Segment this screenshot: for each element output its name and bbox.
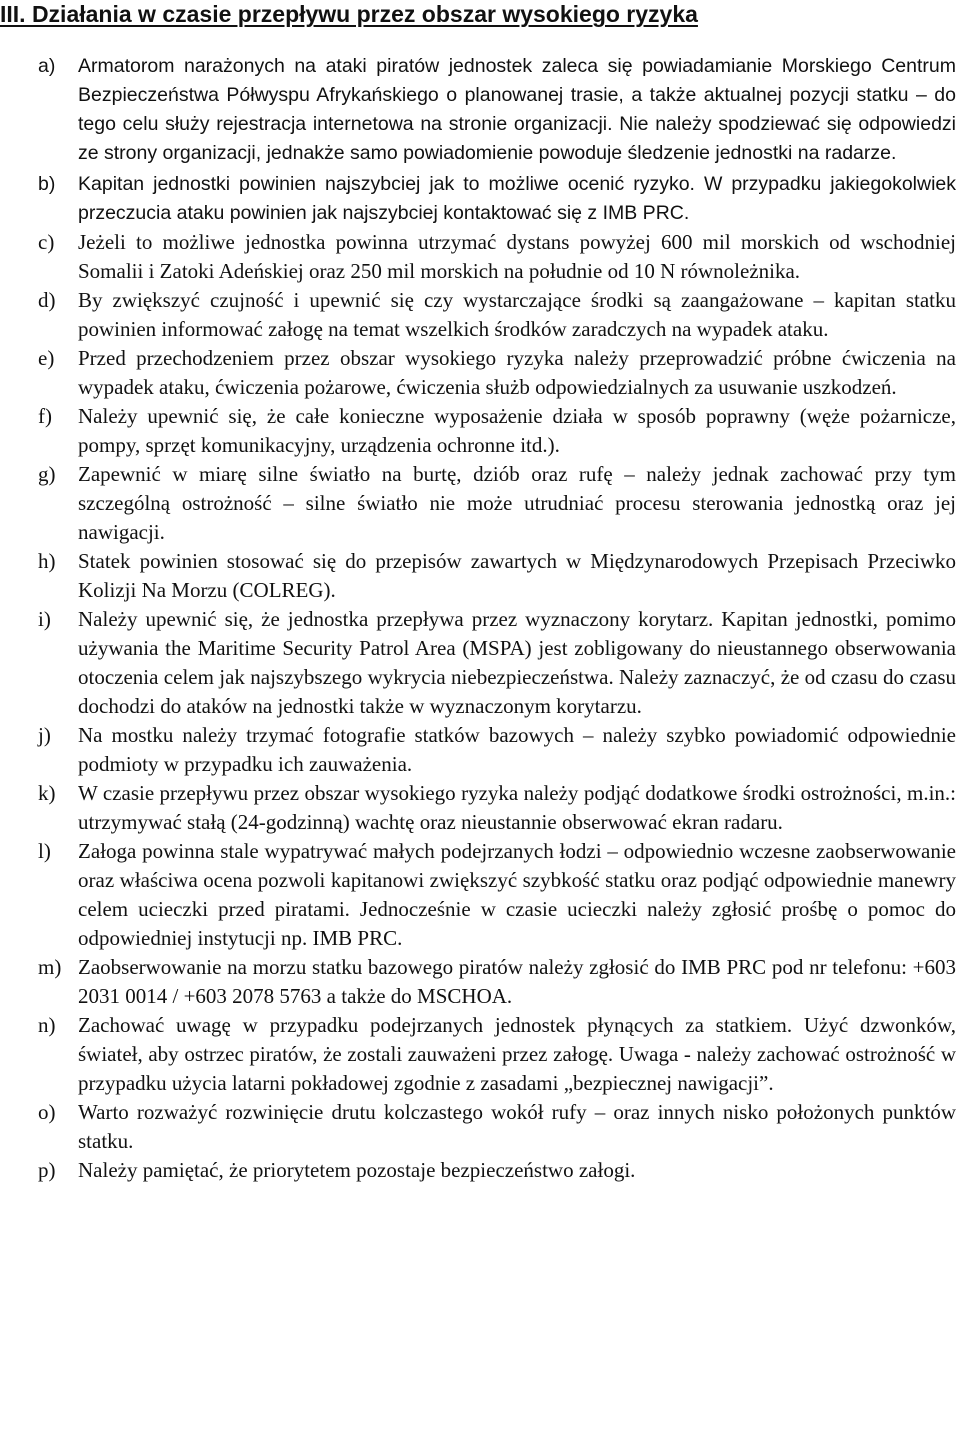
list-item-o (38, 1098, 956, 1156)
item-text: Zaobserwowanie na morzu statku bazowego piratów należy zgłosić do IMB PRC pod nr telefonu: +603 2031 0014 / +603 2078 5763 a także do MSCHOA. (78, 955, 956, 1008)
item-text: Kapitan jednostki powinien najszybciej jak to możliwe ocenić ryzyko. W przypadku jakiegokolwiek przeczucia ataku powinien jak najszybciej kontaktować się z IMB PRC. (78, 173, 956, 224)
item-text: By zwiększyć czujność i upewnić się czy wystarczające środki są zaangażowane – kapitan statku powinien informować załogę na temat wszelkich środków zaradczych na wypadek ataku. (78, 288, 956, 341)
item-letter: m) (38, 955, 62, 979)
list-item-b (38, 170, 956, 228)
list-item-c (38, 228, 956, 286)
list-item-g (38, 460, 956, 547)
item-text: Należy upewnić się, że całe konieczne wyposażenie działa w sposób poprawny (węże pożarnicze, pompy, sprzęt komunikacyjny, urządzenia ochronne itd.). (78, 404, 956, 457)
item-letter: g) (38, 462, 56, 486)
item-text: Statek powinien stosować się do przepisów zawartych w Międzynarodowych Przepisach Przeciwko Kolizji Na Morzu (COLREG). (78, 549, 956, 602)
item-letter: h) (38, 549, 56, 573)
item-letter: b) (38, 173, 56, 195)
list-item-d (38, 286, 956, 344)
item-text: Przed przechodzeniem przez obszar wysokiego ryzyka należy przeprowadzić próbne ćwiczenia na wypadek ataku, ćwiczenia pożarowe, ćwiczenia służb odpowiedzialnych za usuwanie uszkodzeń. (78, 346, 956, 399)
item-letter: j) (38, 723, 51, 747)
item-text: Należy upewnić się, że jednostka przepływa przez wyznaczony korytarz. Kapitan jednostki, pomimo używania the Maritime Security Patrol Area (MSPA) jest zobligowany do nieustannego obserwowania otoczenia celem jak najszybszego wykrycia niebezpieczeństwa. Należy zaznaczyć, że od czasu do czasu dochodzi do ataków na jednostki także w wyznaczonym korytarzu. (78, 607, 956, 718)
item-letter: c) (38, 230, 55, 254)
item-text: Warto rozważyć rozwinięcie drutu kolczastego wokół rufy – oraz innych nisko położonych punktów statku. (78, 1100, 956, 1153)
list-item-e (38, 344, 956, 402)
item-letter: n) (38, 1013, 56, 1037)
item-text: Zapewnić w miarę silne światło na burtę, dziób oraz rufę – należy jednak zachować przy tym szczególną ostrożność – silne światło nie może utrudniać procesu sterowania jednostką oraz jej nawigacji. (78, 462, 956, 544)
section-heading: III. Działania w czasie przepływu przez obszar wysokiego ryzyka (0, 1, 698, 27)
item-letter: k) (38, 781, 56, 805)
item-letter: a) (38, 55, 56, 77)
item-letter: e) (38, 346, 55, 370)
list-item-p (38, 1156, 956, 1185)
item-letter: i) (38, 607, 51, 631)
list-item-j (38, 721, 956, 779)
list-item-a (38, 52, 956, 168)
list-item-n (38, 1011, 956, 1098)
list-item-k (38, 779, 956, 837)
list-item-h (38, 547, 956, 605)
list-item-f (38, 402, 956, 460)
item-letter: l) (38, 839, 51, 863)
item-text: Należy pamiętać, że priorytetem pozostaje bezpieczeństwo załogi. (78, 1158, 636, 1182)
item-text: Jeżeli to możliwe jednostka powinna utrzymać dystans powyżej 600 mil morskich od wschodniej Somalii i Zatoki Adeńskiej oraz 250 mil morskich na południe od 10 N równoleżnika. (78, 230, 956, 283)
item-text: Załoga powinna stale wypatrywać małych podejrzanych łodzi – odpowiednio wczesne zaobserwowanie oraz właściwa ocena pozwoli kapitanowi zwiększyć szybkość statku oraz podjąć odpowiednie manewry celem ucieczki przed piratami. Jednocześnie w czasie ucieczki należy zgłosić prośbę o pomoc do odpowiedniej instytucji np. IMB PRC. (78, 839, 956, 950)
item-text: Zachować uwagę w przypadku podejrzanych jednostek płynących za statkiem. Użyć dzwonków, świateł, aby ostrzec piratów, że zostali zauważeni przez załogę. Uwaga - należy zachować ostrożność w przypadku użycia latarni pokładowej zgodnie z zasadami „bezpiecznej nawigacji”. (78, 1013, 956, 1095)
item-text: Armatorom narażonych na ataki piratów jednostek zaleca się powiadamianie Morskiego Centrum Bezpieczeństwa Półwyspu Afrykańskiego o planowanej trasie, a także aktualnej pozycji statku – do tego celu służy rejestracja internetowa na stronie organizacji. Nie należy spodziewać się odpowiedzi ze strony organizacji, jednakże samo powiadomienie powoduje śledzenie jednostki na radarze. (78, 55, 956, 164)
recommendations-list (38, 52, 956, 1185)
list-item-l (38, 837, 956, 953)
item-letter: o) (38, 1100, 56, 1124)
list-item-i (38, 605, 956, 721)
item-text: W czasie przepływu przez obszar wysokiego ryzyka należy podjąć dodatkowe środki ostrożności, m.in.: utrzymywać stałą (24-godzinną) wachtę oraz nieustannie obserwować ekran radaru. (78, 781, 956, 834)
item-letter: p) (38, 1158, 56, 1182)
item-letter: f) (38, 404, 52, 428)
item-letter: d) (38, 288, 56, 312)
item-text: Na mostku należy trzymać fotografie statków bazowych – należy szybko powiadomić odpowiednie podmioty w przypadku ich zauważenia. (78, 723, 956, 776)
list-item-m (38, 953, 956, 1011)
